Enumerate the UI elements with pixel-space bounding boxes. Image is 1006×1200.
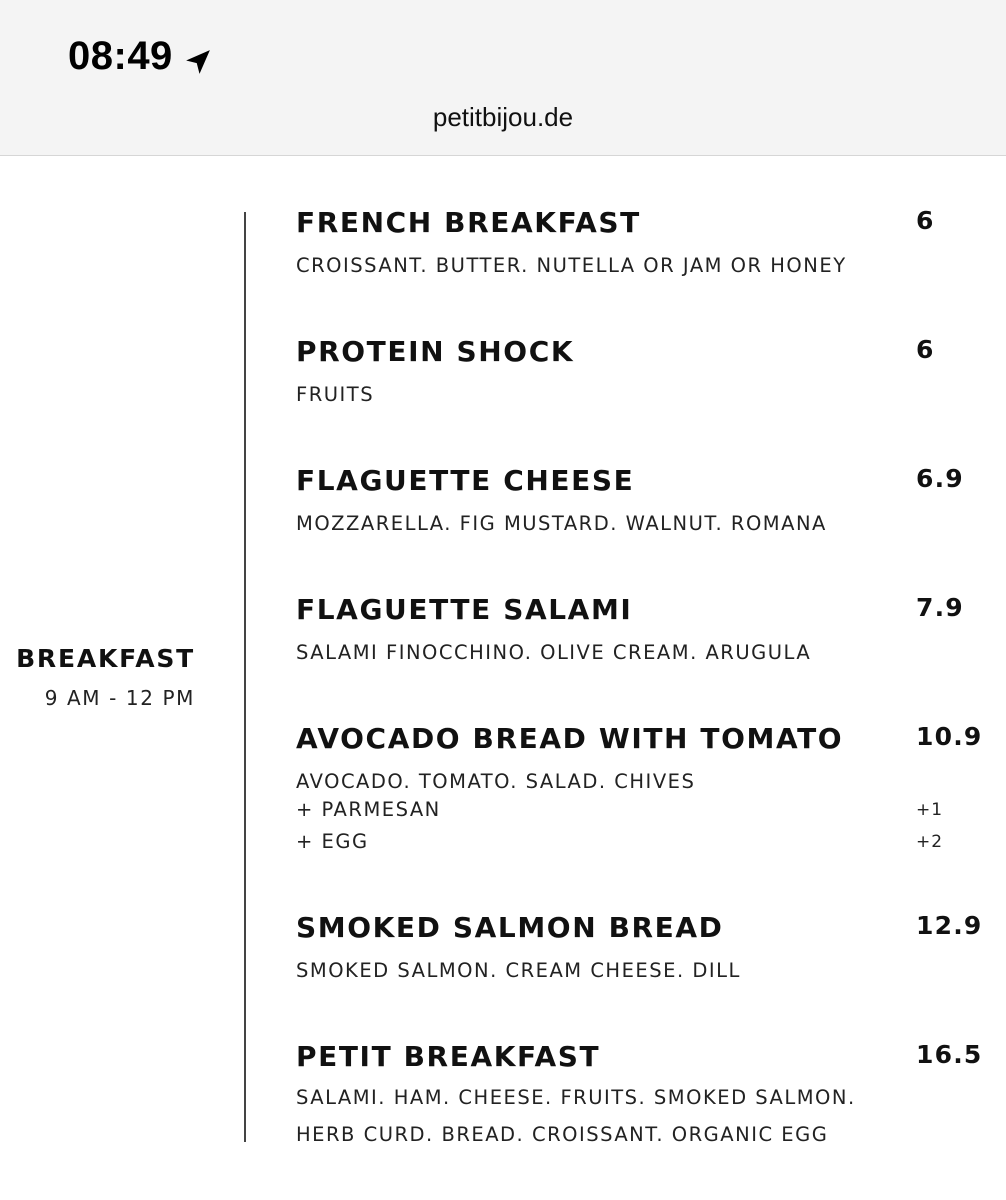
- browser-top-bar: [0, 0, 1006, 156]
- menu-item-description: SALAMI FINOCCHINO. OLIVE CREAM. ARUGULA: [296, 641, 812, 664]
- location-arrow-icon: [183, 42, 213, 72]
- menu-item-name: FRENCH BREAKFAST: [296, 206, 641, 239]
- menu-item-description: MOZZARELLA. FIG MUSTARD. WALNUT. ROMANA: [296, 512, 827, 535]
- menu-item-name: SMOKED SALMON BREAD: [296, 911, 724, 944]
- menu-item-name: PROTEIN SHOCK: [296, 335, 575, 368]
- addon-price: +1: [916, 800, 944, 820]
- menu-item-price: 7.9: [916, 593, 964, 622]
- menu-item-name: FLAGUETTE SALAMI: [296, 593, 633, 626]
- addon-label: + PARMESAN: [296, 798, 441, 821]
- menu-item-name: AVOCADO BREAD WITH TOMATO: [296, 722, 844, 755]
- menu-item-description: HERB CURD. BREAD. CROISSANT. ORGANIC EGG: [296, 1123, 829, 1146]
- menu-item-description: SALAMI. HAM. CHEESE. FRUITS. SMOKED SALMON.: [296, 1086, 856, 1109]
- status-time: 08:49: [68, 34, 173, 78]
- menu-item-price: 6.9: [916, 464, 964, 493]
- menu-item-price: 10.9: [916, 722, 983, 751]
- menu-item-price: 6: [916, 335, 935, 364]
- menu-item-name: PETIT BREAKFAST: [296, 1040, 601, 1073]
- section-hours: 9 AM - 12 PM: [44, 686, 195, 710]
- status-bar-clock: [68, 34, 213, 79]
- menu-item-description: AVOCADO. TOMATO. SALAD. CHIVES: [296, 770, 696, 793]
- menu-item-price: 16.5: [916, 1040, 983, 1069]
- menu-item-description: CROISSANT. BUTTER. NUTELLA OR JAM OR HONEY: [296, 254, 847, 277]
- addon-label: + EGG: [296, 830, 369, 853]
- menu-item-description: SMOKED SALMON. CREAM CHEESE. DILL: [296, 959, 741, 982]
- menu-item-price: 6: [916, 206, 935, 235]
- menu-item-description: FRUITS: [296, 383, 375, 406]
- menu-item-price: 12.9: [916, 911, 983, 940]
- menu-item-name: FLAGUETTE CHEESE: [296, 464, 635, 497]
- menu-divider: [244, 212, 246, 1142]
- section-title: BREAKFAST: [16, 644, 195, 673]
- addon-price: +2: [916, 832, 944, 852]
- address-bar-url[interactable]: petitbijou.de: [432, 102, 574, 132]
